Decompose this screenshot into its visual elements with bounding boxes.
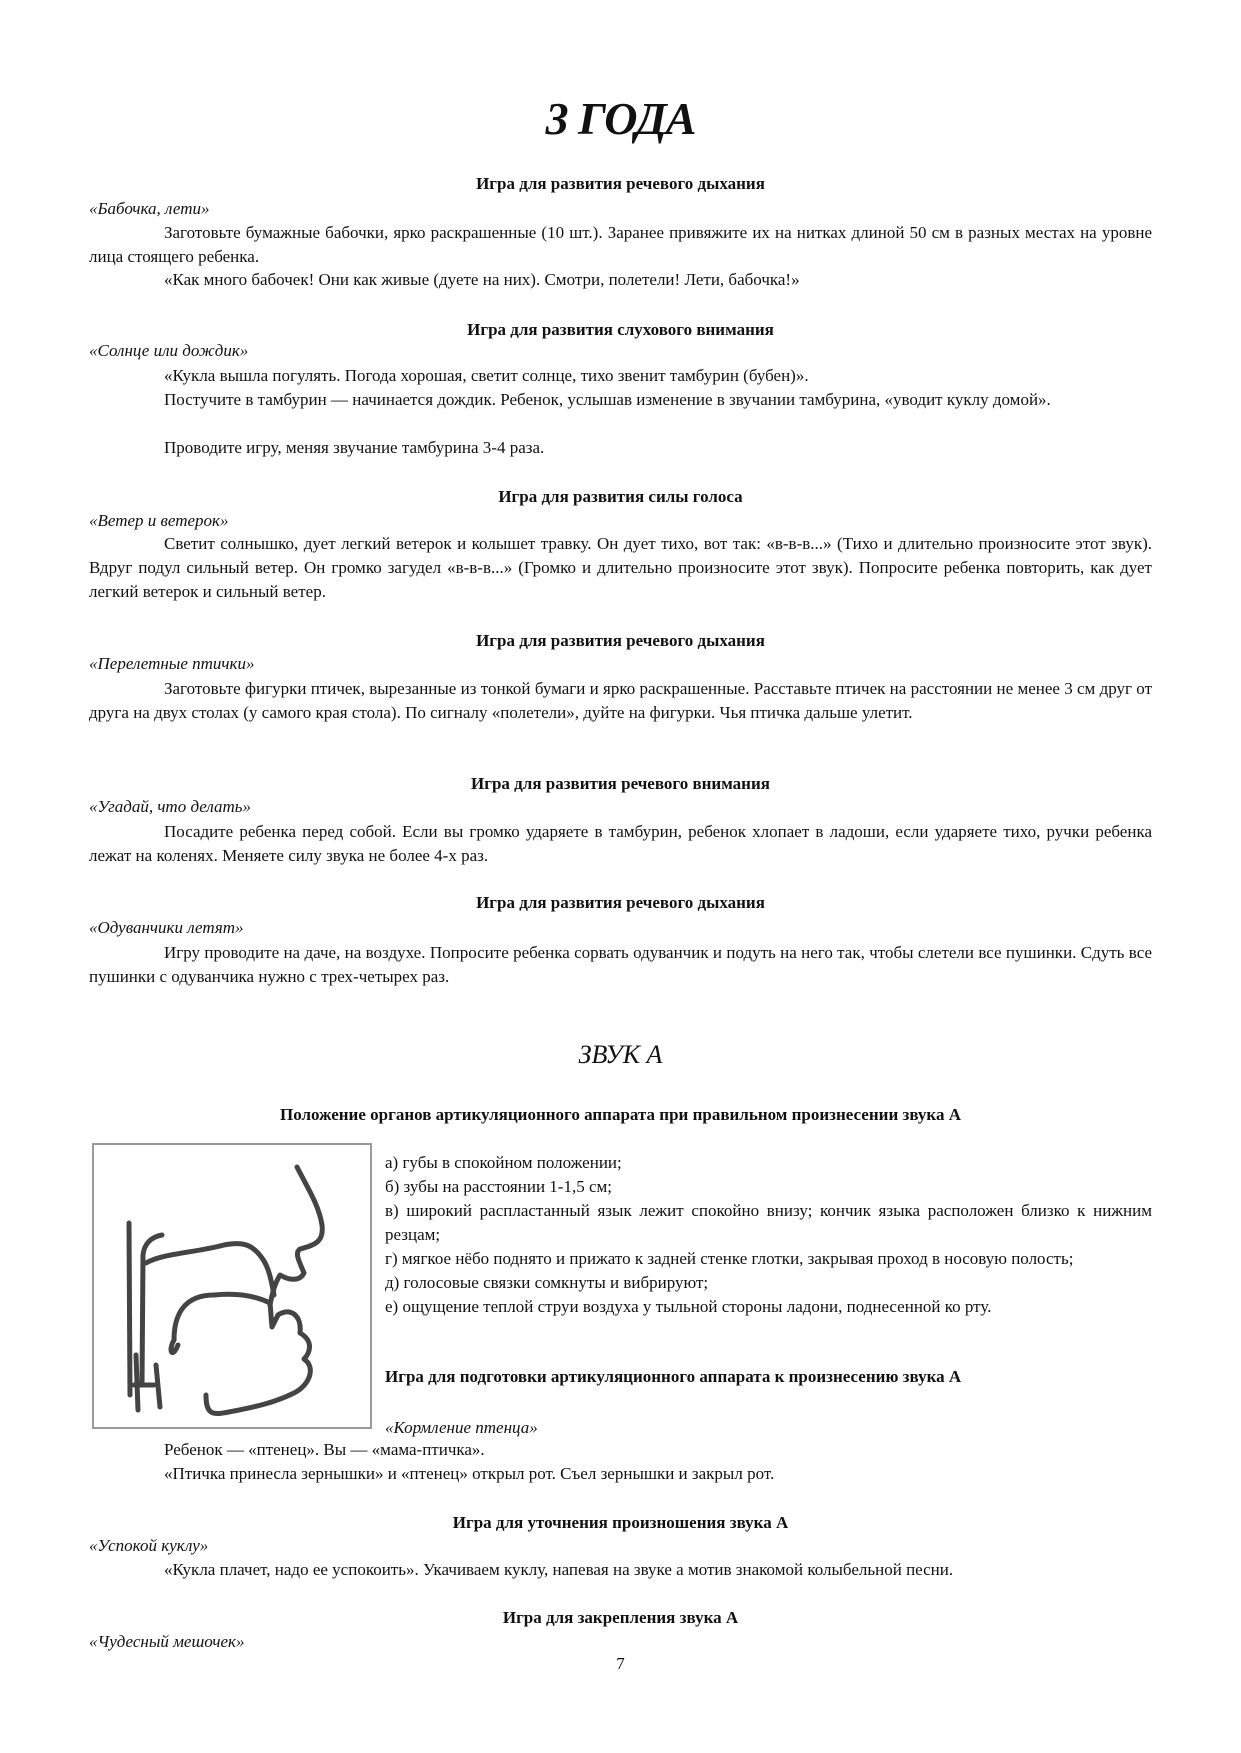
paragraph: Посадите ребенка перед собой. Если вы громко ударяете в тамбурин, ребенок хлопает в ладоши, если ударяете тихо, ручки ребенка лежат на коленях. Меняете силу звука не более 4-х раз. xyxy=(89,822,1152,865)
list-item: д) голосовые связки сомкнуты и вибрируют; xyxy=(385,1273,709,1292)
section-heading: Игра для развития речевого внимания xyxy=(471,774,770,793)
sound-title: ЗВУК А xyxy=(578,1040,663,1069)
game-title: «Одуванчики летят» xyxy=(89,918,244,937)
paragraph: Заготовьте фигурки птичек, вырезанные из тонкой бумаги и ярко раскрашенные. Расставьте птичек на расстоянии не менее 3 см друг от друга на двух столах (у самого края стола). По сигналу «полетели», дуйте на фигурки. Чья птичка дальше улетит. xyxy=(89,679,1152,722)
game-title: «Кормление птенца» xyxy=(385,1418,538,1437)
articulation-list xyxy=(385,1151,1152,1319)
page-title: 3 ГОДА xyxy=(545,93,696,144)
articulation-diagram xyxy=(92,1143,372,1429)
section-heading: Игра для развития речевого дыхания xyxy=(476,631,765,650)
game-title: «Солнце или дождик» xyxy=(89,341,249,360)
list-item: г) мягкое нёбо поднято и прижато к задней стенке глотки, закрывая проход в носовую полость; xyxy=(385,1249,1074,1268)
paragraph: Проводите игру, меняя звучание тамбурина 3-4 раза. xyxy=(164,438,545,457)
game-title: «Успокой куклу» xyxy=(89,1536,209,1555)
game-title: «Бабочка, лети» xyxy=(89,199,210,218)
section-heading: Игра для закрепления звука А xyxy=(502,1608,739,1627)
paragraph: «Птичка принесла зернышки» и «птенец» открыл рот. Съел зернышки и закрыл рот. xyxy=(164,1464,775,1483)
list-item: а) губы в спокойном положении; xyxy=(385,1153,622,1172)
section-heading: Игра для развития слухового внимания xyxy=(467,320,774,339)
section-heading: Игра для уточнения произношения звука А xyxy=(452,1513,789,1532)
paragraph: «Кукла вышла погулять. Погода хорошая, светит солнце, тихо звенит тамбурин (бубен)». xyxy=(164,366,809,385)
paragraph: Постучите в тамбурин — начинается дождик. Ребенок, услышав изменение в звучании тамбурина, «уводит куклу домой». xyxy=(164,390,1051,409)
section-heading: Игра для подготовки артикуляционного аппарата к произнесению звука А xyxy=(385,1367,962,1386)
list-item: б) зубы на расстоянии 1-1,5 см; xyxy=(385,1177,612,1196)
list-item: е) ощущение теплой струи воздуха у тыльной стороны ладони, поднесенной ко рту. xyxy=(385,1297,992,1316)
list-item: в) широкий распластанный язык лежит спокойно внизу; кончик языка расположен близко к нижним резцам; xyxy=(385,1201,1152,1244)
game-title: «Перелетные птички» xyxy=(89,654,255,673)
game-title: «Чудесный мешочек» xyxy=(89,1632,245,1651)
section-heading: Положение органов артикуляционного аппарата при правильном произнесении звука А xyxy=(280,1105,961,1124)
game-title: «Угадай, что делать» xyxy=(89,797,252,816)
paragraph: Заготовьте бумажные бабочки, ярко раскрашенные (10 шт.). Заранее привяжите их на нитках длиной 50 см в разных местах на уровне лица стоящего ребенка. xyxy=(89,223,1152,266)
paragraph: «Кукла плачет, надо ее успокоить». Укачиваем куклу, напевая на звуке а мотив знакомой колыбельной песни. xyxy=(164,1560,954,1579)
paragraph: Ребенок — «птенец». Вы — «мама-птичка». xyxy=(164,1440,485,1459)
paragraph: «Как много бабочек! Они как живые (дуете на них). Смотри, полетели! Лети, бабочка!» xyxy=(164,270,800,289)
page-number: 7 xyxy=(616,1654,625,1673)
section-heading: Игра для развития силы голоса xyxy=(498,487,743,506)
section-heading: Игра для развития речевого дыхания xyxy=(476,174,765,193)
paragraph: Светит солнышко, дует легкий ветерок и колышет травку. Он дует тихо, вот так: «в-в-в...» (Тихо и длительно произносите этот звук). Вдруг подул сильный ветер. Он громко загудел «в-в-в...» (Громко и длительно произносите этот звук). Попросите ребенка повторить, как дует легкий ветерок и сильный ветер. xyxy=(89,534,1152,601)
articulation-drawing xyxy=(94,1145,370,1427)
paragraph: Игру проводите на даче, на воздухе. Попросите ребенка сорвать одуванчик и подуть на него так, чтобы слетели все пушинки. Сдуть все пушинки с одуванчика нужно с трех-четырех раз. xyxy=(89,943,1152,986)
section-heading: Игра для развития речевого дыхания xyxy=(476,893,765,912)
game-title: «Ветер и ветерок» xyxy=(89,511,229,530)
